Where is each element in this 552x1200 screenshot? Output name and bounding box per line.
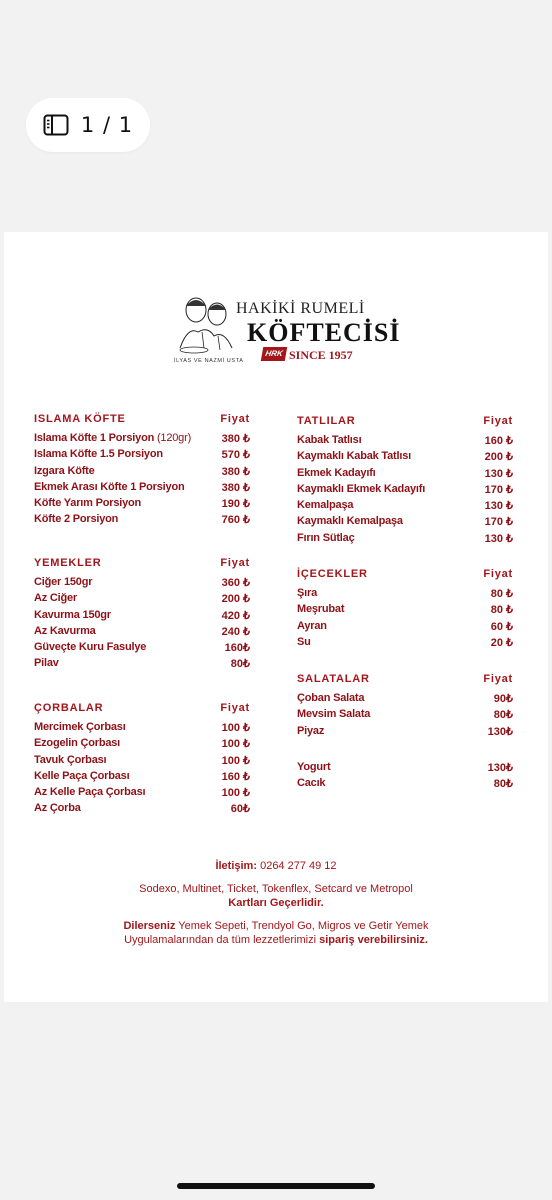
- sidebar-icon: [43, 114, 69, 136]
- item-name: Fırın Sütlaç: [297, 531, 355, 544]
- brand-badge: HRK: [261, 347, 287, 361]
- item-price: 100 ₺: [221, 738, 250, 751]
- menu-item: [34, 465, 250, 481]
- item-price: 80₺: [230, 658, 250, 671]
- item-price: 130₺: [487, 762, 513, 774]
- item-name: Kaymaklı Kemalpaşa: [297, 515, 403, 528]
- page-indicator-button[interactable]: [26, 98, 150, 152]
- menu-item: [34, 657, 250, 673]
- order-bold-1: Dilerseniz: [123, 920, 176, 932]
- item-name: Az Çorba: [34, 802, 81, 815]
- order-line-1: [4, 920, 548, 932]
- item-name: Kemalpaşa: [297, 499, 354, 512]
- item-name-wrap: [34, 609, 111, 625]
- item-name-wrap: [34, 481, 185, 497]
- item-name-wrap: [297, 532, 355, 548]
- section-header: [297, 673, 513, 685]
- section-title: SALATALAR: [297, 673, 370, 685]
- item-price: 360 ₺: [221, 577, 250, 589]
- menu-item: [297, 587, 513, 603]
- menu-item: [34, 721, 250, 737]
- menu-section: [297, 568, 513, 652]
- item-price: 160 ₺: [484, 435, 513, 447]
- item-name-wrap: [34, 448, 163, 464]
- item-name-wrap: [297, 692, 364, 708]
- item-name-wrap: [34, 641, 146, 657]
- item-name-wrap: [34, 802, 81, 818]
- menu-item: [34, 802, 250, 818]
- page-count: 1 / 1: [80, 113, 134, 137]
- item-name: Ekmek Kadayıfı: [297, 466, 376, 479]
- item-name: Tavuk Çorbası: [34, 753, 107, 766]
- founders-illustration: [174, 292, 236, 358]
- item-name: Az Ciğer: [34, 592, 78, 605]
- item-name-wrap: [297, 620, 327, 636]
- menu-item: [34, 754, 250, 770]
- order-line-2: [4, 934, 548, 946]
- item-name-wrap: [297, 434, 361, 450]
- item-price: 760 ₺: [221, 514, 250, 527]
- menu-section: [297, 761, 513, 794]
- item-name-wrap: [34, 513, 118, 529]
- item-price: 80₺: [493, 709, 513, 722]
- menu-item: [34, 432, 250, 448]
- brand-masters: İLYAS VE NAZMİ USTA: [174, 358, 244, 364]
- price-column-label: Fiyat: [483, 568, 513, 580]
- price-column-label: Fiyat: [220, 413, 250, 425]
- section-title: TATLILAR: [297, 415, 356, 427]
- item-name: Çoban Salata: [297, 692, 365, 704]
- item-price: 100 ₺: [221, 722, 250, 734]
- menu-item: [297, 483, 513, 499]
- item-name: Meşrubat: [297, 603, 345, 616]
- section-title: ÇORBALAR: [34, 702, 104, 714]
- item-name-wrap: [297, 467, 376, 483]
- item-price: 100 ₺: [221, 754, 250, 767]
- menu-section: [297, 673, 513, 741]
- menu-item: [297, 532, 513, 548]
- menu-item: [297, 450, 513, 466]
- item-name: Kaymaklı Ekmek Kadayıfı: [297, 482, 426, 495]
- menu-item: [297, 620, 513, 636]
- price-column-label: Fiyat: [483, 673, 513, 685]
- menu-section: [34, 557, 250, 674]
- item-name: Islama Köfte 1 Porsiyon: [34, 432, 155, 444]
- item-price: 380 ₺: [221, 433, 250, 445]
- item-price: 570 ₺: [221, 449, 250, 462]
- menu-item: [34, 737, 250, 753]
- item-price: 380 ₺: [221, 481, 250, 494]
- item-name-wrap: [34, 625, 96, 641]
- item-price: 60 ₺: [490, 620, 513, 633]
- item-name-wrap: [34, 657, 59, 673]
- item-price: 130₺: [487, 725, 513, 738]
- menu-item: [34, 481, 250, 497]
- item-name-wrap: [297, 725, 324, 741]
- cards-valid: Kartları Geçerlidir.: [228, 897, 324, 909]
- section-header: [34, 557, 250, 569]
- item-name: Az Kelle Paça Çorbası: [34, 786, 146, 799]
- item-name: Az Kavurma: [34, 624, 96, 637]
- item-price: 130 ₺: [484, 532, 513, 545]
- item-name-wrap: [34, 497, 141, 513]
- item-name: Ciğer 150gr: [34, 576, 93, 588]
- menu-item: [34, 625, 250, 641]
- section-header: [297, 568, 513, 580]
- item-name-wrap: [297, 777, 325, 793]
- item-name-wrap: [297, 515, 403, 531]
- item-name: Güveçte Kuru Fasulye: [34, 641, 147, 654]
- item-name: Şıra: [297, 587, 317, 599]
- contact-phone: 0264 277 49 12: [260, 860, 337, 872]
- section-title: YEMEKLER: [34, 557, 102, 569]
- item-price: 20 ₺: [490, 636, 513, 649]
- section-header: [34, 702, 250, 714]
- item-name: Su: [297, 635, 311, 648]
- item-name: Mercimek Çorbası: [34, 721, 126, 733]
- brand-line-2: KÖFTECİSİ: [247, 318, 401, 347]
- item-name-wrap: [34, 770, 129, 786]
- item-name: Cacık: [297, 777, 326, 790]
- item-price: 170 ₺: [484, 516, 513, 529]
- item-name: Piyaz: [297, 724, 325, 737]
- item-price: 240 ₺: [221, 625, 250, 638]
- item-name-wrap: [34, 576, 92, 592]
- item-name-wrap: [34, 737, 120, 753]
- item-name: Islama Köfte 1.5 Porsiyon: [34, 448, 163, 461]
- item-name-wrap: [297, 499, 353, 515]
- item-name-wrap: [34, 754, 106, 770]
- menu-item: [34, 786, 250, 802]
- menu-item: [297, 515, 513, 531]
- item-price: 60₺: [230, 803, 250, 816]
- item-name-wrap: [34, 786, 145, 802]
- item-note: (120gr): [156, 432, 192, 444]
- item-price: 130 ₺: [484, 467, 513, 480]
- item-price: 190 ₺: [221, 498, 250, 511]
- item-name-wrap: [297, 636, 311, 652]
- item-price: 200 ₺: [221, 593, 250, 606]
- menu-item: [34, 592, 250, 608]
- item-name-wrap: [34, 721, 126, 737]
- menu-item: [34, 641, 250, 657]
- price-column-label: Fiyat: [220, 557, 250, 569]
- section-header: [34, 413, 250, 425]
- menu-item: [34, 513, 250, 529]
- brand-since: SINCE 1957: [289, 348, 353, 362]
- item-name-wrap: [34, 465, 95, 481]
- item-name-wrap: [34, 432, 191, 448]
- item-name: Kabak Tatlısı: [297, 434, 362, 446]
- menu-document: [4, 232, 548, 1002]
- menu-item: [297, 499, 513, 515]
- menu-item: [297, 636, 513, 652]
- item-name-wrap: [297, 603, 344, 619]
- contact-line: [4, 860, 548, 872]
- menu-item: [34, 770, 250, 786]
- item-price: 380 ₺: [221, 465, 250, 478]
- brand-line-1: HAKİKİ RUMELİ: [236, 300, 365, 317]
- menu-item: [297, 777, 513, 793]
- item-price: 160 ₺: [221, 770, 250, 783]
- item-name: Kavurma 150gr: [34, 608, 111, 621]
- menu-item: [297, 467, 513, 483]
- menu-item: [34, 448, 250, 464]
- item-name: Kelle Paça Çorbası: [34, 769, 130, 782]
- item-name: Izgara Köfte: [34, 464, 95, 477]
- menu-item: [297, 603, 513, 619]
- menu-section: [34, 413, 250, 530]
- item-name-wrap: [297, 761, 330, 777]
- menu-item: [297, 434, 513, 450]
- order-text-1: Yemek Sepeti, Trendyol Go, Migros ve Getir Yemek: [178, 920, 429, 932]
- item-price: 170 ₺: [484, 483, 513, 496]
- cards-line: Sodexo, Multinet, Ticket, Tokenflex, Setcard ve Metropol: [139, 883, 413, 895]
- menu-item: [297, 692, 513, 708]
- restaurant-logo: [174, 292, 401, 372]
- item-name: Kaymaklı Kabak Tatlısı: [297, 450, 412, 463]
- menu-item: [34, 609, 250, 625]
- item-price: 160₺: [224, 642, 250, 655]
- price-column-label: Fiyat: [483, 415, 513, 427]
- menu-section: [34, 702, 250, 819]
- section-header: [297, 415, 513, 427]
- item-name-wrap: [34, 592, 77, 608]
- contact-label: İletişim:: [215, 860, 258, 872]
- cards-valid-line: [4, 897, 548, 909]
- price-column-label: Fiyat: [220, 702, 250, 714]
- item-name-wrap: [297, 587, 317, 603]
- menu-item: [34, 497, 250, 513]
- item-name-wrap: [297, 708, 370, 724]
- item-price: 420 ₺: [221, 609, 250, 622]
- menu-item: [34, 576, 250, 592]
- item-price: 200 ₺: [484, 451, 513, 464]
- item-price: 80 ₺: [490, 604, 513, 617]
- item-price: 80 ₺: [490, 588, 513, 600]
- item-name-wrap: [297, 483, 425, 499]
- item-price: 80₺: [493, 778, 513, 791]
- item-name: Ekmek Arası Köfte 1 Porsiyon: [34, 480, 185, 493]
- home-indicator[interactable]: [177, 1183, 375, 1189]
- menu-item: [297, 708, 513, 724]
- menu-item: [297, 725, 513, 741]
- item-name-wrap: [297, 450, 411, 466]
- section-title: ISLAMA KÖFTE: [34, 413, 126, 425]
- menu-item: [297, 761, 513, 777]
- item-name: Köfte Yarım Porsiyon: [34, 497, 142, 510]
- section-title: İÇECEKLER: [297, 568, 368, 580]
- item-name: Ezogelin Çorbası: [34, 737, 121, 750]
- item-price: 130 ₺: [484, 500, 513, 513]
- item-name: Pilav: [34, 657, 59, 670]
- item-price: 100 ₺: [221, 787, 250, 800]
- item-name: Köfte 2 Porsiyon: [34, 513, 119, 526]
- item-name: Mevsim Salata: [297, 708, 371, 721]
- order-text-2: Uygulamalarından da tüm lezzetlerimizi: [124, 934, 317, 946]
- item-price: 90₺: [493, 693, 513, 705]
- order-bold-2: sipariş verebilirsiniz.: [319, 934, 428, 946]
- menu-section: [297, 415, 513, 548]
- item-name: Yogurt: [297, 761, 331, 773]
- item-name: Ayran: [297, 619, 327, 632]
